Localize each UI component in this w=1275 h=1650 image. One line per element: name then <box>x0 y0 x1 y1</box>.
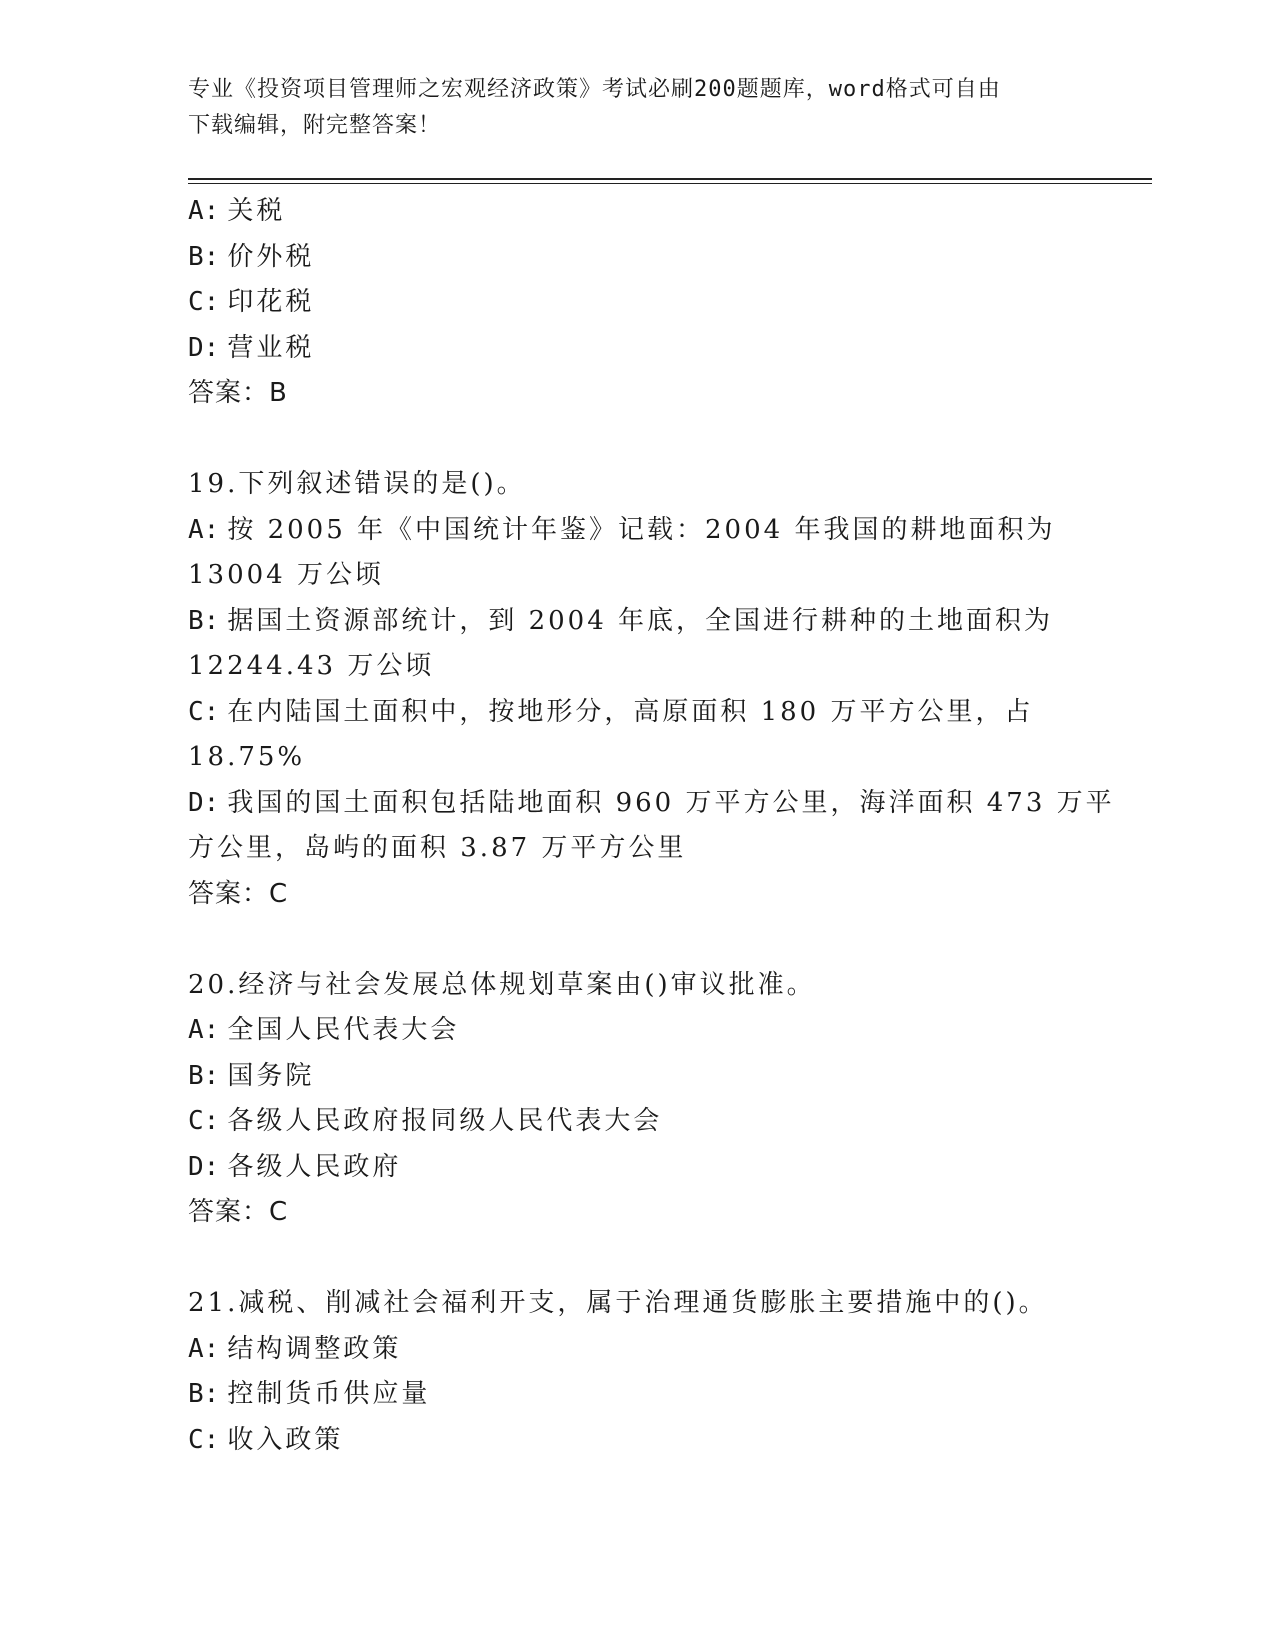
question-title: 21.减税、削减社会福利开支，属于治理通货膨胀主要措施中的()。 <box>188 1288 1048 1318</box>
question-title: 20.经济与社会发展总体规划草案由()审议批准。 <box>188 969 816 1000</box>
option-letter: B: <box>188 605 220 636</box>
header-divider-thin <box>188 183 1152 184</box>
spacer <box>188 417 1088 463</box>
option-a <box>188 508 1088 554</box>
option-c <box>188 1418 1088 1464</box>
document-header <box>188 72 1088 144</box>
question-20 <box>188 963 1088 1236</box>
option-a-continuation: 13004 万公顷 <box>188 560 384 590</box>
option-text: 价外税 <box>227 241 315 272</box>
option-c <box>188 280 1088 326</box>
option-b-continuation: 12244.43 万公顷 <box>188 651 435 681</box>
option-letter: C: <box>188 696 220 727</box>
option-b <box>188 235 1088 281</box>
option-d <box>188 326 1088 372</box>
option-letter: C: <box>188 1106 220 1136</box>
option-text: 各级人民政府 <box>227 1151 402 1182</box>
answer-line: 答案：C <box>188 1197 289 1227</box>
option-letter: C: <box>188 287 220 317</box>
option-letter: C: <box>188 1424 220 1455</box>
option-a <box>188 1327 1088 1373</box>
option-letter: B: <box>188 241 220 272</box>
option-d <box>188 781 1115 827</box>
option-letter: D: <box>188 787 220 818</box>
option-letter: A: <box>188 196 220 226</box>
option-text: 我国的国土面积包括陆地面积 960 万平方公里，海洋面积 473 万平 <box>227 787 1115 818</box>
option-text: 国务院 <box>227 1060 315 1091</box>
header-line-1: 专业《投资项目管理师之宏观经济政策》考试必刷200题题库，word格式可自由 <box>188 77 1001 102</box>
option-text: 印花税 <box>227 287 315 317</box>
option-c <box>188 1099 1088 1145</box>
question-title: 19.下列叙述错误的是()。 <box>188 469 526 499</box>
option-text: 全国人民代表大会 <box>227 1015 460 1045</box>
option-b <box>188 1372 1088 1418</box>
spacer <box>188 1236 1088 1282</box>
option-letter: B: <box>188 1379 220 1409</box>
option-b <box>188 1054 1088 1100</box>
option-letter: A: <box>188 514 220 545</box>
question-18 <box>188 189 1088 417</box>
question-19 <box>188 462 1115 917</box>
option-letter: A: <box>188 1333 220 1364</box>
option-text: 关税 <box>227 196 286 226</box>
option-text: 营业税 <box>227 332 315 363</box>
option-text: 各级人民政府报同级人民代表大会 <box>227 1106 663 1136</box>
option-letter: B: <box>188 1060 220 1091</box>
option-text: 按 2005 年《中国统计年鉴》记载：2004 年我国的耕地面积为 <box>227 514 1056 545</box>
option-letter: D: <box>188 332 220 363</box>
header-line-2: 下载编辑，附完整答案！ <box>188 113 442 138</box>
option-letter: A: <box>188 1015 220 1045</box>
option-a <box>188 1008 1088 1054</box>
option-c <box>188 690 1088 736</box>
option-letter: D: <box>188 1151 220 1182</box>
option-text: 收入政策 <box>227 1424 344 1455</box>
option-text: 控制货币供应量 <box>227 1379 431 1409</box>
option-a <box>188 189 1088 235</box>
question-21 <box>188 1281 1088 1463</box>
option-text: 在内陆国土面积中，按地形分，高原面积 180 万平方公里，占 <box>227 696 1034 727</box>
option-text: 结构调整政策 <box>227 1333 402 1364</box>
spacer <box>188 917 1088 963</box>
option-c-continuation: 18.75% <box>188 742 306 772</box>
document-body <box>188 189 1115 1463</box>
option-b <box>188 599 1088 645</box>
header-divider-thick <box>188 178 1152 180</box>
answer-line: 答案：B <box>188 378 288 408</box>
option-text: 据国土资源部统计，到 2004 年底，全国进行耕种的土地面积为 <box>227 605 1054 636</box>
answer-line: 答案：C <box>188 878 289 909</box>
option-d-continuation: 方公里，岛屿的面积 3.87 万平方公里 <box>188 833 687 863</box>
option-d <box>188 1145 1088 1191</box>
